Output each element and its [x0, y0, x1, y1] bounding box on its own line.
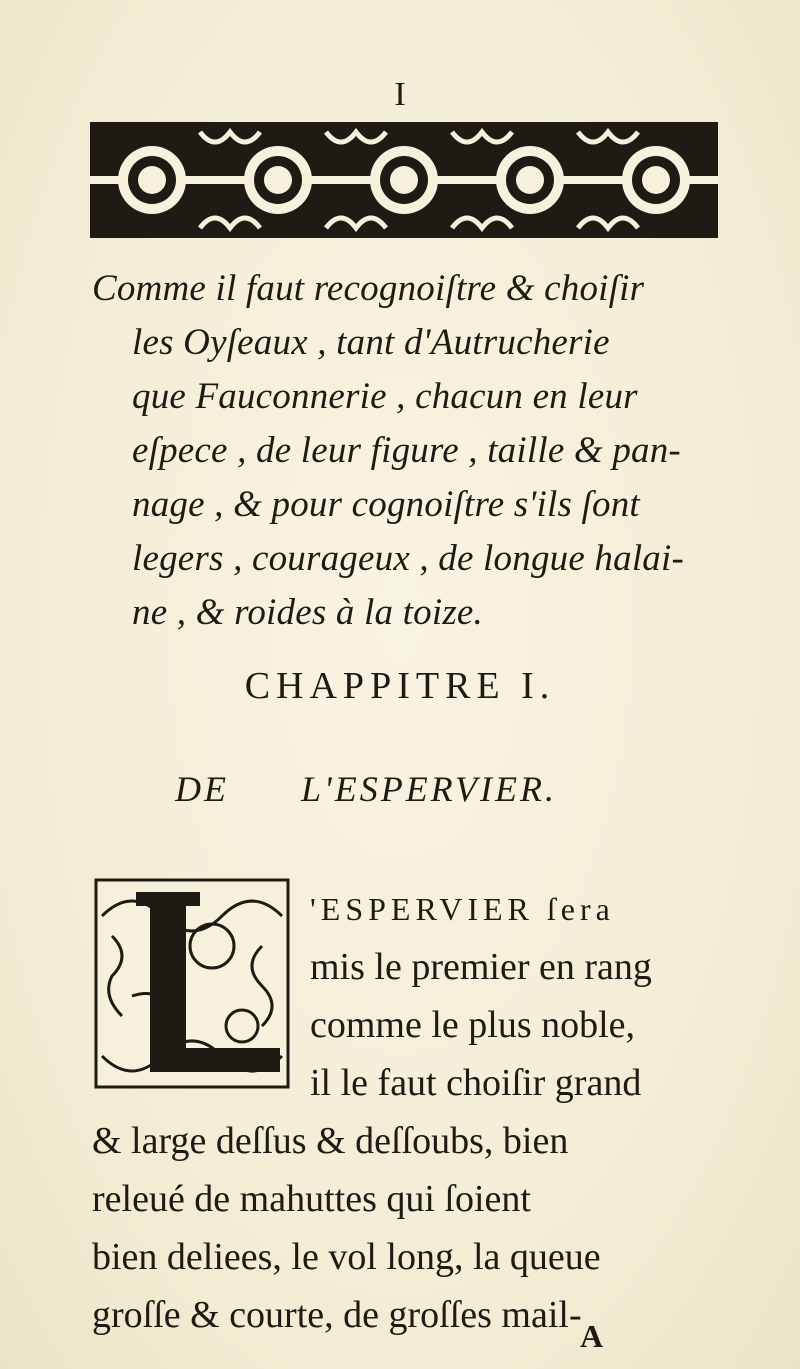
summary-line: nage , & pour cognoiſtre s'ils ſont: [132, 484, 640, 525]
summary-line: Comme il faut recognoiſtre & choiſir: [92, 268, 645, 309]
chapter-body: [92, 880, 722, 1344]
body-line: bien deliees, le vol long, la queue: [92, 1236, 601, 1278]
summary-line: les Oyſeaux , tant d'Autrucherie: [132, 322, 610, 363]
body-line: releué de mahuttes qui ſoient: [92, 1178, 531, 1220]
body-line: [92, 880, 722, 938]
chapter-heading: CHAPPITRE I.: [244, 665, 556, 707]
chapter-subtitle: DE L'ESPERVIER.: [175, 769, 557, 809]
body-line: il le faut choiſir grand: [310, 1062, 642, 1104]
page-number: I: [394, 76, 406, 113]
body-line-text: 'ESPERVIER ſera: [310, 891, 615, 927]
summary-line: eſpece , de leur figure , taille & pan-: [132, 430, 681, 471]
headpiece-ornament: [90, 122, 718, 238]
body-line: & large deſſus & deſſoubs, bien: [92, 1120, 569, 1162]
chapter-summary: [92, 262, 732, 640]
summary-line: ne , & roides à la toize.: [132, 592, 483, 633]
body-line: comme le plus noble,: [310, 1004, 636, 1046]
body-line: groſſe & courte, de groſſes mail-: [92, 1294, 582, 1336]
body-line: mis le premier en rang: [310, 946, 652, 988]
summary-line: que Fauconnerie , chacun en leur: [132, 376, 638, 417]
summary-line: legers , courageux , de longue halai-: [132, 538, 684, 579]
signature-mark: A: [580, 1318, 604, 1354]
